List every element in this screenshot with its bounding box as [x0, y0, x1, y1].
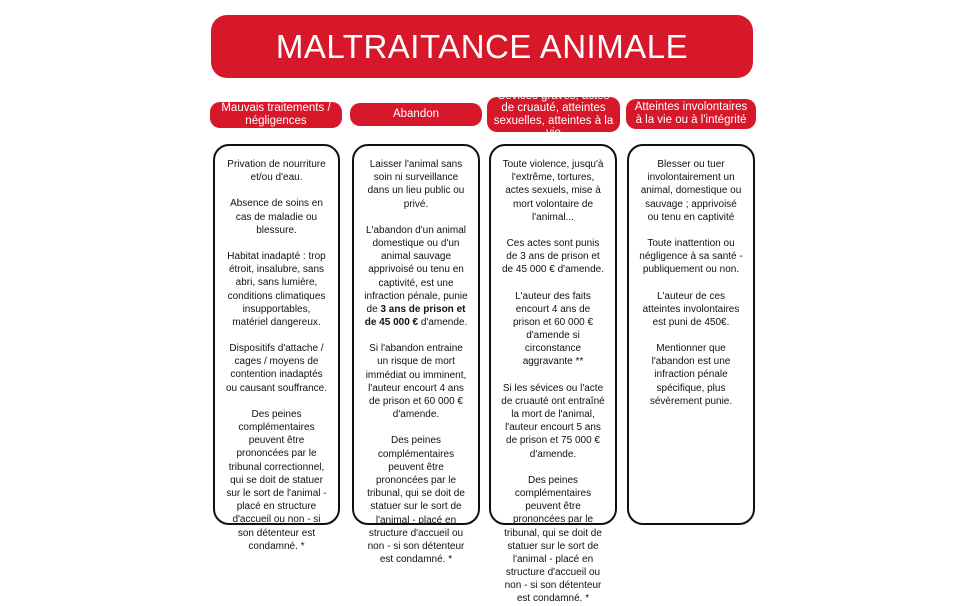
card-paragraph: Si l'abandon entraine un risque de mort immédiat ou imminent, l'auteur encourt 4 ans de prison et 60 000 € d'amende. [365, 343, 467, 421]
card-paragraph: Toute violence, jusqu'à l'extrême, tortures, actes sexuels, mise à mort volontaire de l'animal... [502, 159, 604, 223]
penalty-prison: 3 ans de prison et [380, 303, 466, 315]
page-title: MALTRAITANCE ANIMALE [211, 15, 753, 78]
card-paragraph: L'auteur des faits encourt 4 ans de prison et 60 000 € d'amende si circonstance aggravante ** [512, 290, 594, 368]
card-paragraph-penalty: L'abandon d'un animal domestique ou d'un animal sauvage apprivoisé ou tenu en captivité, est une infraction pénale, punie de 3 ans de prison et de 45 000 € d'amende. [364, 224, 468, 329]
category-atteintes-involontaires: Atteintes involontaires à la vie ou à l'intégrité [626, 99, 756, 129]
card-paragraph: L'auteur de ces atteintes involontaires est puni de 450€. [642, 290, 740, 328]
card-paragraph: Habitat inadapté : trop étroit, insalubre, sans abri, sans lumière, conditions climatiques insupportables, matériel dangereux. [227, 250, 326, 328]
category-abandon: Abandon [350, 103, 482, 126]
card-abandon [352, 144, 480, 566]
card-paragraph: Des peines complémentaires peuvent être prononcées par le tribunal, qui se doit de statuer sur le sort de l'animal - placé en structure d'accueil ou non - si son détenteur est condamné. * [504, 474, 602, 605]
category-sevices-graves: Sévices graves, actes de cruauté, atteintes sexuelles, atteintes à la vie [487, 97, 620, 132]
card-paragraph: Blesser ou tuer involontairement un animal, domestique ou sauvage ; apprivoisé ou tenu en captivité [640, 159, 742, 223]
category-mauvais-traitements: Mauvais traitements / négligences [210, 102, 342, 128]
card-paragraph: Laisser l'animal sans soin ni surveillance dans un lieu public ou privé. [367, 159, 465, 210]
card-paragraph: Absence de soins en cas de maladie ou blessure. [230, 198, 323, 236]
card-mauvais-traitements [213, 144, 340, 552]
card-sevices-graves [489, 144, 617, 605]
card-atteintes-involontaires [627, 144, 755, 525]
card-paragraph: Des peines complémentaires peuvent être prononcées par le tribunal correctionnel, qui se doit de statuer sur le sort de l'animal - placé en structure d'accueil ou non - si son détenteur est condamné. * [226, 408, 327, 552]
card-paragraph: Privation de nourriture et/ou d'eau. [227, 159, 326, 184]
card-paragraph: Dispositifs d'attache / cages / moyens de contention inadaptés ou causant souffrance. [226, 343, 327, 394]
card-paragraph: Si les sévices ou l'acte de cruauté ont entraîné la mort de l'animal, l'auteur encourt 5 ans de prison et 75 000 € d'amende. [501, 382, 605, 460]
penalty-fine: de 45 000 € [364, 317, 419, 329]
card-paragraph: Mentionner que l'abandon est une infraction pénale spécifique, plus sévèrement punie. [649, 343, 733, 407]
card-paragraph: Des peines complémentaires peuvent être prononcées par le tribunal, qui se doit de statuer sur le sort de l'animal - placé en structure d'accueil ou non - si son détenteur est condamné. * [367, 435, 465, 566]
card-paragraph: Toute inattention ou négligence à sa santé - publiquement ou non. [639, 237, 743, 276]
card-paragraph: Ces actes sont punis de 3 ans de prison et de 45 000 € d'amende. [502, 237, 604, 276]
